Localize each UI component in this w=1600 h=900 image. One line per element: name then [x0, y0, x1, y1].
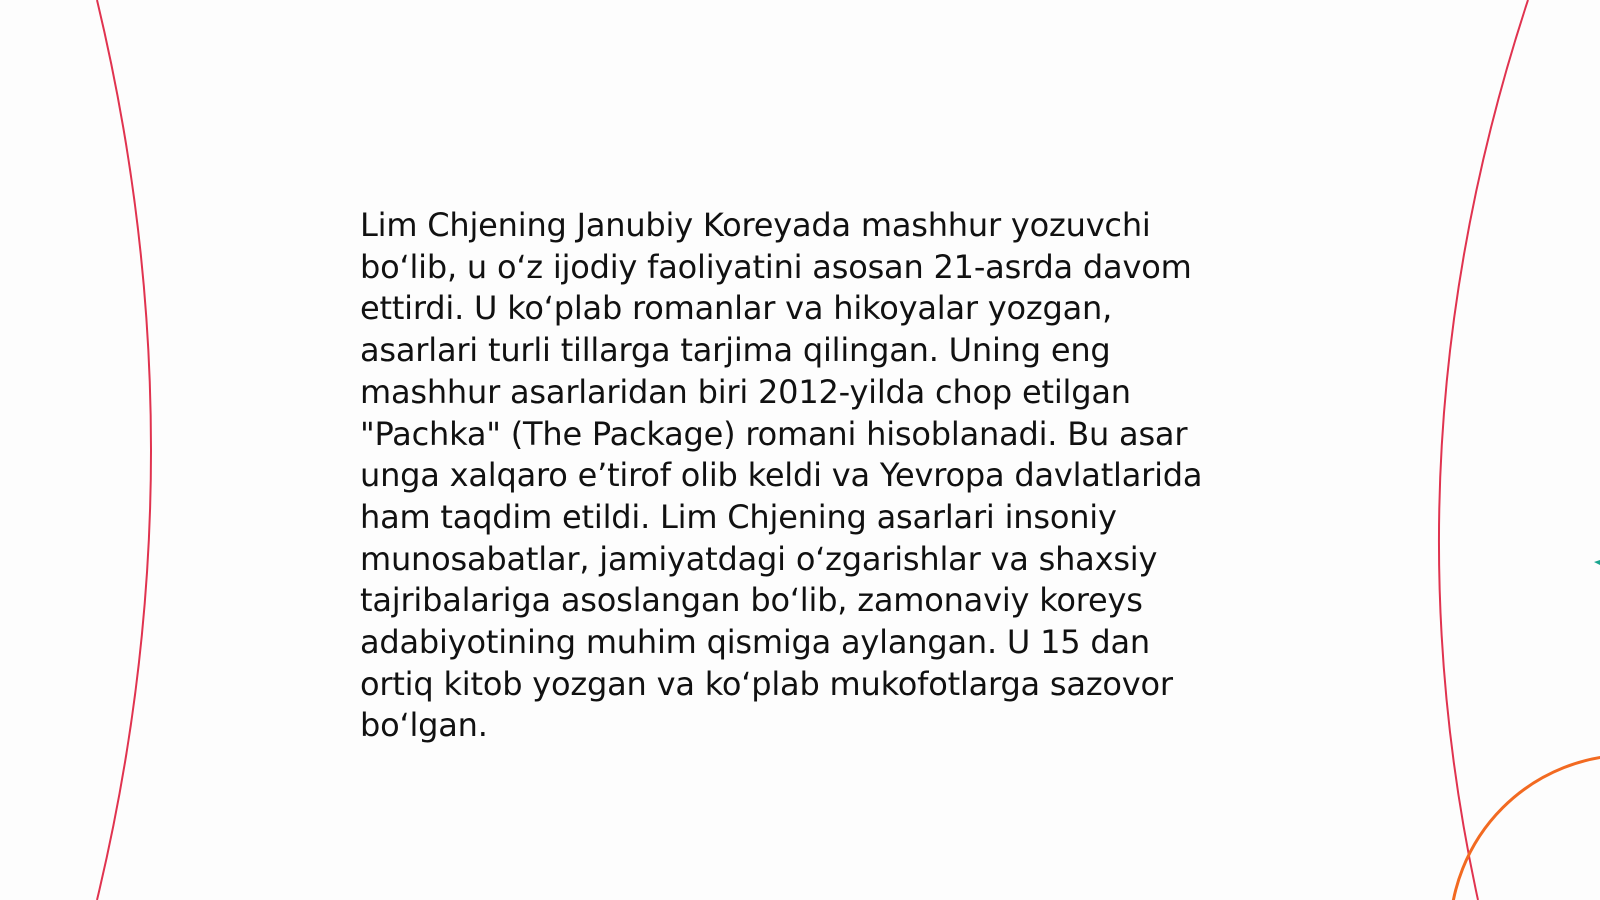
right-arc [1439, 0, 1528, 900]
teal-accent [1594, 560, 1600, 565]
left-arc [97, 0, 151, 900]
body-text: Lim Chjening Janubiy Koreyada mashhur yozuvchi bo‘lib, u o‘z ijodiy faoliyatini asosan 21-asrda davom ettirdi. U ko‘plab romanlar va hikoyalar yozgan, asarlari turli tillarga tarjima qilingan. Uning eng mashhur asarlaridan biri 2012-yilda chop etilgan "Pachka" (The Package) romani hisoblanadi. Bu asar unga xalqaro e’tirof olib keldi va Yevropa davlatlarida ham taqdim etildi. Lim Chjening asarlari insoniy munosabatlar, jamiyatdagi o‘zgarishlar va shaxsiy tajribalariga asoslangan bo‘lib, zamonaviy koreys adabiyotining muhim qismiga aylangan. U 15 dan ortiq kitob yozgan va ko‘plab mukofotlarga sazovor bo‘lgan. [360, 206, 1203, 745]
